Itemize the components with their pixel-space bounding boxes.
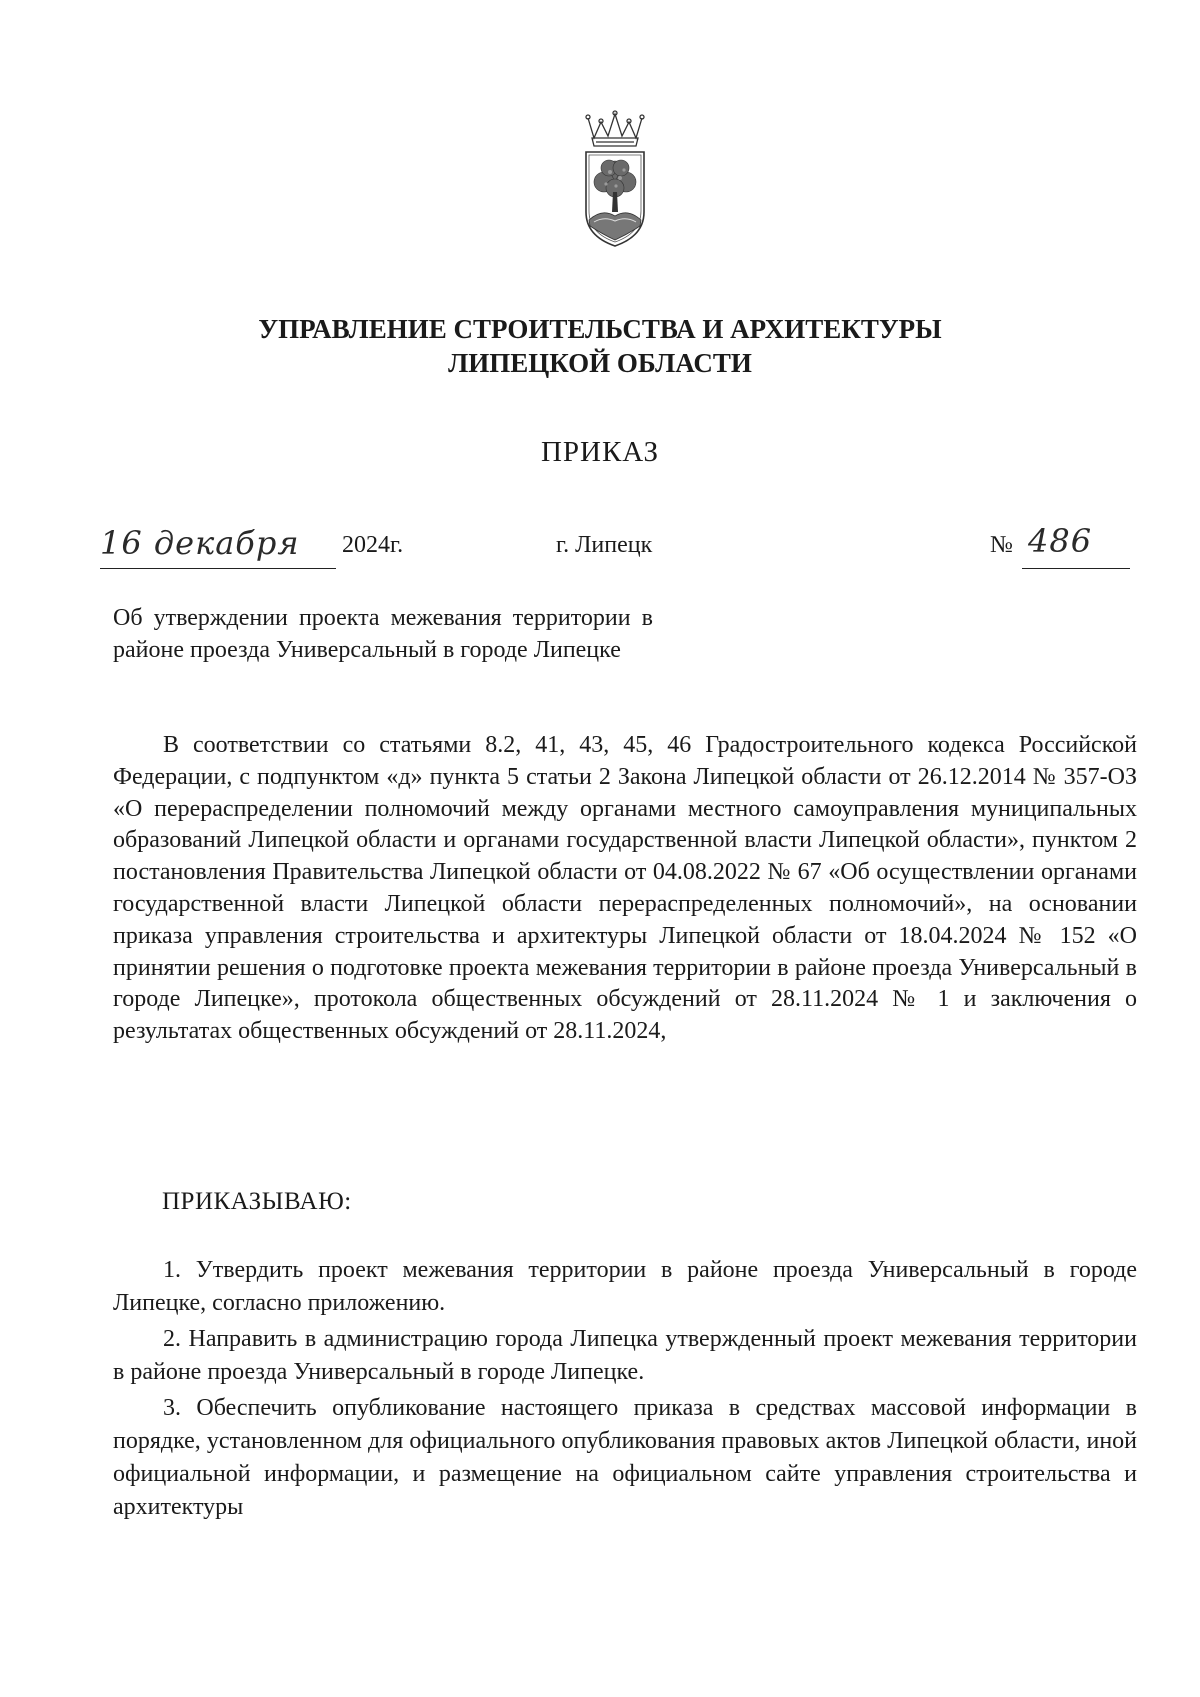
date-underline — [100, 568, 336, 569]
order-item-3: 3. Обеспечить опубликование настоящего приказа в средствах массовой информации в порядке, установленном для официального опубликования правовых актов Липецкой области, иной официальной информации, и размещение на официальном сайте управления строительства и архитектуры — [113, 1395, 1137, 1520]
city-name: г. Липецк — [556, 532, 653, 558]
order-items-list — [113, 1254, 1137, 1524]
handwritten-number: 486 — [1028, 522, 1093, 560]
number-underline — [1022, 568, 1130, 569]
preamble-paragraph: В соответствии со статьями 8.2, 41, 43, 45, 46 Градостроительного кодекса Российской Федерации, с подпунктом «д» пункта 5 статьи 2 Закона Липецкой области от 26.12.2014 № 357-ОЗ «О перераспределении полномочий между органами местного самоуправления муниципальных образований Липецкой области и органами государственной власти Липецкой области», пунктом 2 постановления Правительства Липецкой области от 04.08.2022 № 67 «Об осуществлении органами государственной власти Липецкой области перераспределенных полномочий», на основании приказа управления строительства и архитектуры Липецкой области от 18.04.2024 № 152 «О принятии решения о подготовке проекта межевания территории в районе проезда Универсальный в городе Липецке», протокола общественных обсуждений от 28.11.2024 № 1 и заключения о результатах общественных обсуждений от 28.11.2024, — [113, 732, 1137, 1045]
order-keyword: ПРИКАЗЫВАЮ: — [162, 1188, 352, 1215]
document-subject: Об утверждении проекта межевания территории в районе проезда Универсальный в городе Липецке — [113, 605, 653, 663]
order-item-2: 2. Направить в администрацию города Липецка утвержденный проект межевания территории в районе проезда Универсальный в городе Липецке. — [113, 1326, 1137, 1385]
handwritten-date: 16 декабря — [100, 524, 300, 562]
organization-name-line2: ЛИПЕЦКОЙ ОБЛАСТИ — [448, 348, 752, 378]
date-number-row — [0, 522, 1200, 582]
number-sign: № — [990, 532, 1013, 558]
organization-name-line1: УПРАВЛЕНИЕ СТРОИТЕЛЬСТВА И АРХИТЕКТУРЫ — [258, 314, 942, 344]
document-type-title: ПРИКАЗ — [540, 436, 660, 468]
order-item-1: 1. Утвердить проект межевания территории в районе проезда Универсальный в городе Липецке, согласно приложению. — [113, 1257, 1137, 1316]
date-year: 2024г. — [342, 532, 404, 558]
coat-of-arms-icon — [574, 108, 656, 250]
